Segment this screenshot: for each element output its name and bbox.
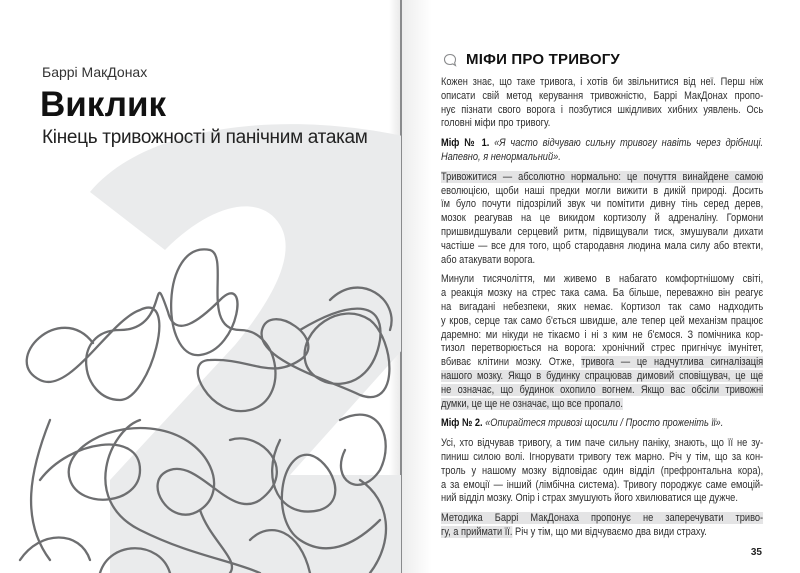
paragraph	[441, 273, 763, 411]
text-line	[441, 198, 763, 212]
text-line	[441, 492, 763, 506]
text-segment: їм було почути підозрілий звук чи помітити дивну тінь серед дерев,	[441, 198, 764, 211]
right-page	[402, 0, 800, 573]
text-segment: а за емоції — інший (лімбічна система). Тривогу породжує саме емоцій-	[441, 478, 764, 491]
paragraph	[441, 171, 763, 268]
text-line	[441, 451, 763, 465]
text-line	[441, 117, 763, 131]
text-segment: пиниш силою волі. Ігнорувати тривогу теж марно. Річ у тім, що за кон-	[441, 450, 764, 463]
text-line	[441, 90, 763, 104]
text-segment: нує пізнати свого ворога і позбутися шкідливих хибних уявлень. Ось	[441, 103, 764, 116]
text-line	[441, 171, 763, 185]
text-line	[441, 465, 763, 479]
paragraph	[441, 512, 763, 540]
book-author: Баррі МакДонах	[42, 64, 148, 80]
text-line	[441, 384, 763, 398]
text-line	[441, 356, 763, 370]
text-line	[441, 185, 763, 199]
text-segment: у кров, серце так само б'ється швидше, але тепер цей механізм працює	[441, 314, 764, 327]
text-line	[441, 273, 763, 287]
text-line	[441, 254, 763, 268]
text-segment: Кожен знає, що таке тривога, і хотів би звільнитися від неї. Перш ніж	[441, 76, 764, 88]
text-segment: «Я часто відчуваю сильну тривогу навіть через дрібниці.	[494, 137, 764, 150]
book-title: Виклик	[40, 85, 167, 124]
text-line	[441, 437, 763, 451]
highlighted-text: гу, а приймати її.	[441, 525, 513, 538]
text-line	[441, 301, 763, 315]
text-line	[441, 512, 763, 526]
book-subtitle: Кінець тривожності й панічним атакам	[42, 127, 368, 148]
article-body	[441, 76, 763, 546]
text-line	[441, 137, 763, 151]
text-line	[441, 287, 763, 301]
text-line	[441, 212, 763, 226]
text-line	[441, 370, 763, 384]
text-line	[441, 398, 763, 412]
myth-label: Міф № 2.	[441, 417, 486, 430]
highlighted-text: тривога — це надчутлива сигналізація	[581, 356, 764, 369]
text-line	[441, 76, 763, 90]
text-segment: або атакувати ворога.	[441, 253, 536, 266]
highlighted-text: не означає, що будинок охопило вогнем. Якщо вас обсіли тривожні	[441, 383, 764, 396]
text-line	[441, 342, 763, 356]
text-line	[441, 104, 763, 118]
paragraph	[441, 137, 763, 165]
text-segment: описати свій метод керування тривожністю, Баррі МакДонах пропо-	[441, 89, 764, 102]
text-line	[441, 315, 763, 329]
text-segment: головні міфи про тривогу.	[441, 117, 551, 130]
text-segment: тизол перетворюється на ворога: хронічний стрес пригнічує імунітет,	[441, 342, 764, 355]
text-line	[441, 479, 763, 493]
page-number: 35	[750, 547, 762, 558]
text-line	[441, 151, 763, 165]
paragraph	[441, 417, 763, 431]
text-line	[441, 240, 763, 254]
highlighted-text: Методика Баррі МакДонаха пропонує не заперечувати триво-	[441, 512, 764, 525]
text-line	[441, 526, 763, 540]
text-segment: а реакція мозку на стрес така сама. Ба більше, переважно він реагує	[441, 287, 764, 300]
text-segment: Минули тисячоліття, ми живемо в набагато комфортнішому світі,	[441, 273, 764, 286]
text-line	[441, 329, 763, 343]
text-segment: троль у нашому мозку відповідає один відділ (префронтальна кора),	[441, 464, 764, 477]
text-segment: Напевно, я ненормальний».	[441, 150, 561, 163]
highlighted-text: нашого мозку. Якщо в будинку спрацював димовий сповіщувач, це ще	[441, 369, 764, 382]
text-segment: «Опирайтеся тривозі щосили / Просто проженіть її».	[485, 417, 724, 430]
text-segment: частіше — все для того, щоб стародавня людина мала силу або втекти,	[441, 239, 764, 252]
gutter-shadow	[402, 0, 432, 573]
text-line	[441, 226, 763, 240]
myth-label: Міф № 1.	[441, 137, 495, 150]
text-segment: еволюцією, щоби наші предки могли вижити в дикій природі. Досить	[441, 184, 764, 197]
paragraph	[441, 437, 763, 506]
text-segment: даремно: ми нікуди не тікаємо і ні з ким не б'ємося. З помічника кор-	[441, 328, 764, 341]
text-segment: вбиває клітини мозку. Отже,	[441, 356, 582, 369]
text-segment: пришвидшували серцевий ритм, підвищували тиск, змушували дихати	[441, 225, 764, 238]
text-segment: на вигадані небезпеки, яких немає. Кортизол так само надходить	[441, 300, 764, 313]
text-segment: ний відділ мозку. Опір і страх змушують його хвилюватися ще дужче.	[441, 492, 738, 505]
section-heading-text: МІФИ ПРО ТРИВОГУ	[466, 51, 620, 68]
highlighted-text: думки, це ще не означає, що все пропало.	[441, 397, 623, 410]
text-segment: Усі, хто відчував тривогу, а тим паче сильну паніку, знають, що її не зу-	[441, 437, 764, 450]
paragraph	[441, 76, 763, 131]
chapter-number-shape	[90, 124, 401, 573]
speech-bubble-icon	[443, 53, 457, 67]
highlighted-text: Тривожитися — абсолютно нормально: це почуття винайдене самою	[441, 170, 764, 183]
text-line	[441, 417, 763, 431]
text-segment: Річ у тім, що ми відчуваємо два види страху.	[512, 525, 707, 538]
text-segment: мозок реагував на це викидом кортизолу й адреналіну. Гормони	[441, 212, 764, 225]
section-heading	[443, 51, 620, 68]
